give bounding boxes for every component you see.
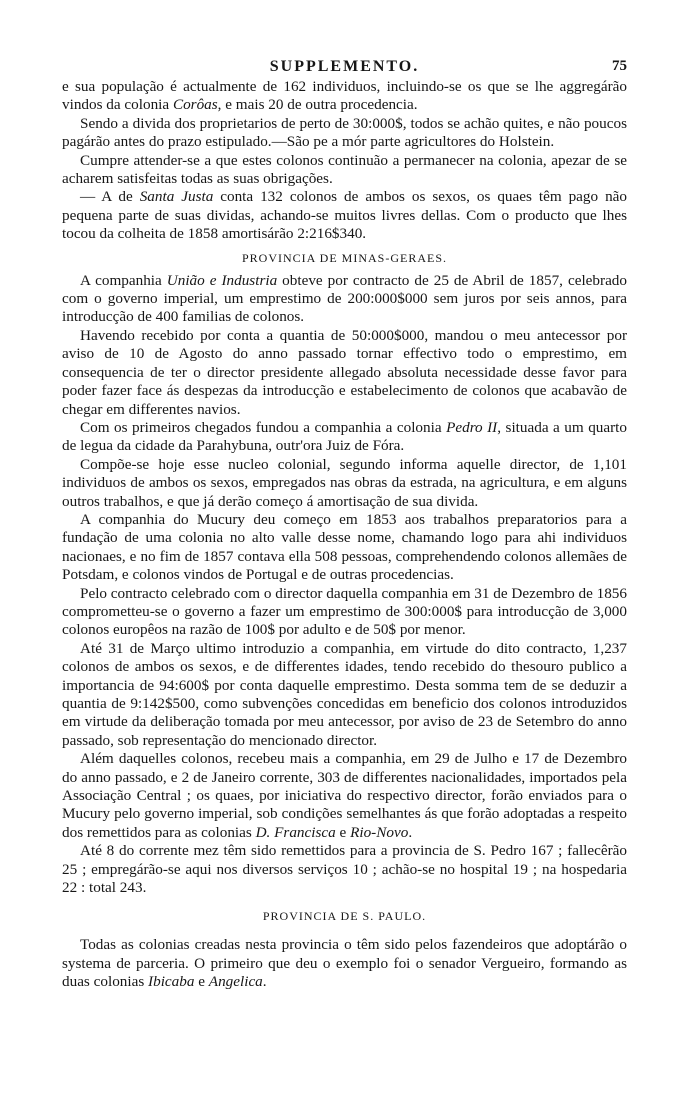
paragraph: [62, 419, 627, 456]
page-header: [62, 58, 627, 80]
page-number: 75: [612, 58, 627, 74]
paragraph: Até 31 de Março ultimo introduzio a companhia, em virtude do dito contracto, 1,237 colonos de ambos os sexos, e de differentes idades, tendo recebido do thesouro publico a importancia de 94:600$ por conta daquelle emprestimo. Desta somma tem de se deduzir a quantia de 9:142$500, como subvenções concedidas em beneficio dos colonos introduzidos em virtude da deliberação tomada por meu antecessor, por aviso de 23 de Setembro do anno passado, sob representação do mencionado director.: [62, 639, 627, 749]
place-name: Rio-Novo: [350, 823, 409, 841]
text-run: .: [408, 823, 413, 841]
paragraph: Sendo a divida dos proprietarios de perto de 30:000$, todos se achão quites, e não poucos pagárão antes do prazo estipulado.—São pe a mór parte agricultores do Holstein.: [62, 114, 627, 151]
paragraph: Compõe-se hoje esse nucleo colonial, segundo informa aquelle director, de 1,101 individuos de ambos os sexos, empregados nas obras da estrada, na agricultura, e em alguns outros trabalhos, e que já derão começo á amortisação de sua divida.: [62, 455, 627, 510]
running-title: SUPPLEMENTO.: [269, 58, 420, 75]
company-name: União e Industria: [166, 271, 278, 289]
text-run: , situada a um quarto de legua da cidade da Parahybuna, outr'ora Juiz de Fóra.: [62, 418, 627, 455]
text-run: Todas as colonias creadas nesta provincia o têm sido pelos fazendeiros que adoptárão o systema de parceria. O primeiro que deu o exemplo foi o senador Vergueiro, formando as duas colonias: [62, 936, 627, 991]
paragraph: [62, 272, 627, 327]
page-body: [62, 78, 627, 992]
text-run: conta 132 colonos de ambos os sexos, os quaes têm pago não pequena parte de suas dividas, achando-se muitos livres dellas. Com o producto que lhes tocou da colheita de 1858 amortisárão 2:216$340.: [62, 188, 627, 243]
paragraph: Até 8 do corrente mez têm sido remettidos para a provincia de S. Pedro 167 ; fallecêrão 25 ; empregárão-se aqui nos diversos serviços 10 ; achão-se no hospital 19 ; na hospedaria 22 : total 243.: [62, 842, 627, 897]
paragraph: [62, 936, 627, 991]
text-run: .: [262, 973, 267, 991]
text-run: e sua população é actualmente de 162 individuos, incluindo-se os que se lhe aggregárão vindos da colonia: [62, 78, 627, 114]
paragraph: Pelo contracto celebrado com o director daquella companhia em 31 de Dezembro de 1856 comprometteu-se o governo a fazer um emprestimo de 300:000$ para introducção de 3,000 colonos europêos na razão de 100$ por adulto e de 50$ por menor.: [62, 584, 627, 639]
place-name: Pedro II: [446, 418, 498, 436]
paragraph: [62, 188, 627, 243]
paragraph: A companhia do Mucury deu começo em 1853 aos trabalhos preparatorios para a fundação de uma colonia no alto valle desse nome, chamando logo para ahi individuos nacionaes, e no fim de 1857 contava ella 508 pessoas, comprehendendo colonos allemães de Potsdam, e colonos vindos de Portugal e de outras procedencias.: [62, 510, 627, 584]
text-run: A companhia: [80, 271, 167, 289]
place-name: Santa Justa: [139, 188, 214, 206]
paragraph: Havendo recebido por conta a quantia de 50:000$000, mandou o meu antecessor por aviso de 10 de Agosto do anno passado tornar effectivo todo o emprestimo, em consequencia de ter o director presidente allegado absoluta necessidade desse favor para poder fazer face ás despezas da introducção e estabelecimento de colonos que acabavão de chegar em differentes navios.: [62, 326, 627, 418]
paragraph: [62, 750, 627, 842]
text-run: , e mais 20 de outra procedencia.: [217, 96, 418, 114]
text-run: obteve por contracto de 25 de Abril de 1857, celebrado com o governo imperial, um emprestimo de 200:000$000 sem juros por seis annos, para introducção de 400 familias de colonos.: [62, 271, 627, 326]
place-name: Ibicaba: [148, 973, 195, 991]
place-name: D. Francisca: [255, 823, 336, 841]
text-run: e: [335, 823, 351, 841]
text-run: Com os primeiros chegados fundou a companhia a colonia: [80, 418, 447, 436]
text-run: Além daquelles colonos, recebeu mais a companhia, em 29 de Julho e 17 de Dezembro do anno passado, e 2 de Janeiro corrente, 303 de differentes nacionalidades, importados pela Associação Central ; os quaes, por iniciativa do respectivo director, forão enviados para o Mucury pelo governo imperial, sob condições semelhantes ás que forão adoptadas a respeito dos remettidos para as colonias: [62, 750, 627, 841]
place-name: Corôas: [172, 96, 218, 114]
place-name: Angelica: [208, 973, 263, 991]
section-heading-minas-geraes: PROVINCIA DE MINAS-GERAES.: [241, 250, 447, 265]
paragraph: Cumpre attender-se a que estes colonos continuão a permanecer na colonia, apezar de se acharem satisfeitas todas as suas obrigações.: [62, 151, 627, 188]
text-run: e: [194, 973, 209, 991]
paragraph: [62, 78, 627, 115]
section-heading-s-paulo: PROVINCIA DE S. PAULO.: [262, 909, 427, 924]
text-run: — A de: [80, 188, 140, 206]
